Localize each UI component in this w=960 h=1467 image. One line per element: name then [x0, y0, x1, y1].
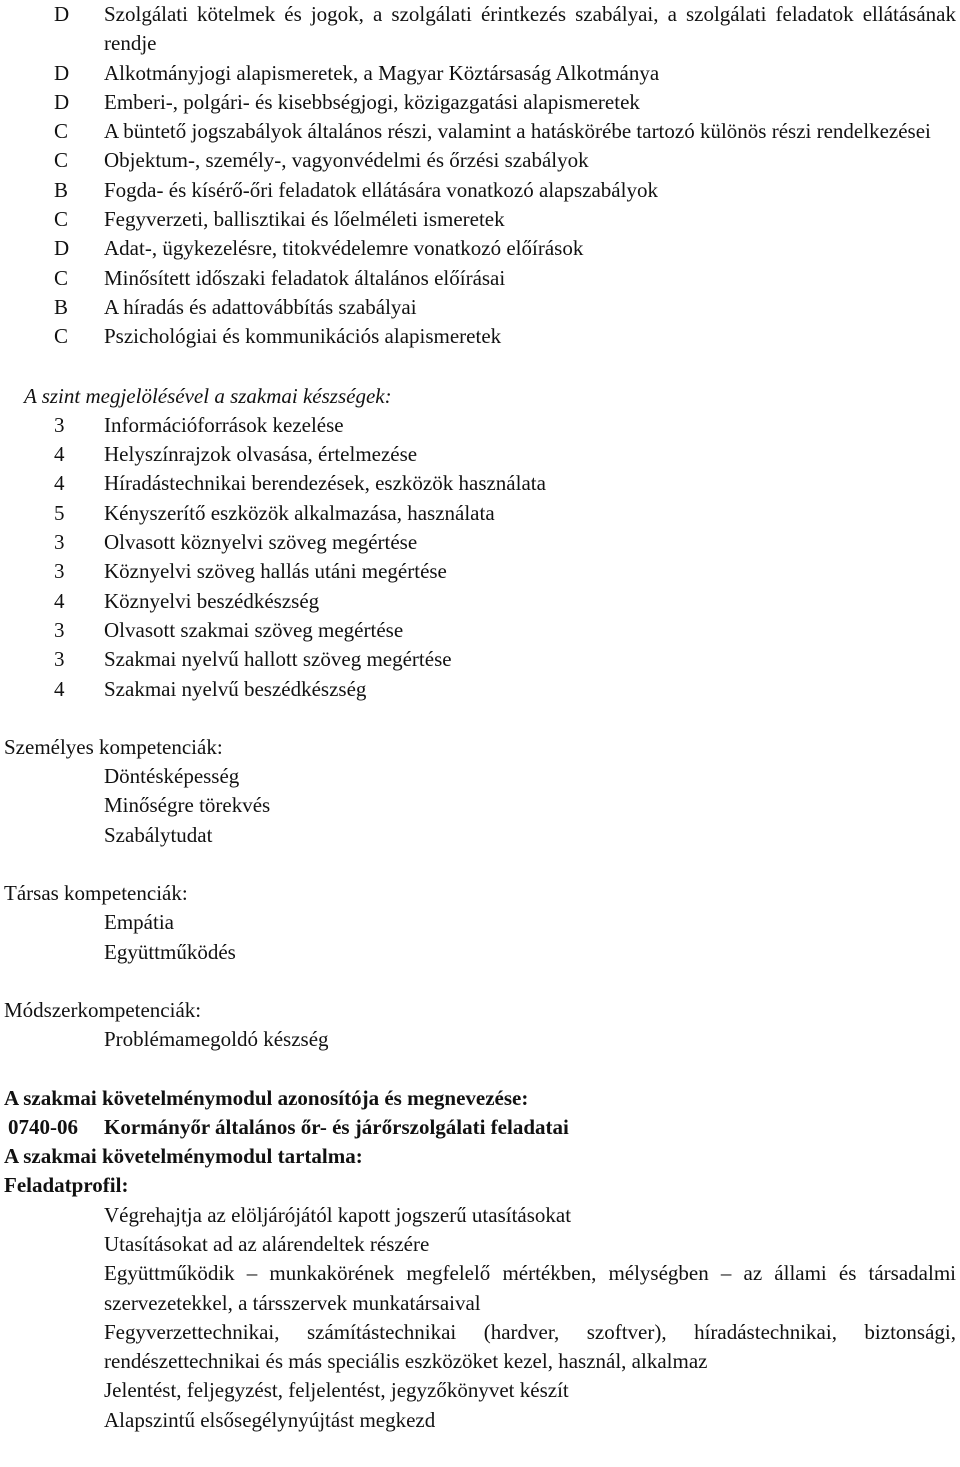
spacer [4, 352, 960, 382]
list-item [4, 264, 960, 293]
skill-level: 3 [54, 647, 65, 672]
list-item [4, 675, 960, 704]
list-item [4, 645, 960, 674]
skill-level: 3 [54, 412, 65, 437]
list-item: Végrehajtja az elöljárójától kapott jogszerű utasításokat [104, 1202, 572, 1227]
list-item: Utasításokat ad az alárendeltek részére [104, 1231, 430, 1256]
list-item [4, 322, 960, 351]
skill-text: Helyszínrajzok olvasása, értelmezése [104, 442, 418, 467]
list-item [4, 293, 960, 322]
knowledge-list [4, 0, 960, 352]
list-item [4, 117, 960, 146]
skill-level: 4 [54, 442, 65, 467]
knowledge-level-code: D [54, 2, 70, 26]
knowledge-item-text: Fegyverzeti, ballisztikai és lőelméleti ismeretek [104, 207, 505, 232]
list-item: Jelentést, feljegyzést, feljelentést, jegyzőkönyvet készít [104, 1378, 569, 1403]
module-code: 0740-06 [8, 1114, 78, 1139]
skills-list [4, 411, 960, 704]
list-item [4, 557, 960, 586]
list-item [4, 528, 960, 557]
knowledge-level-code: C [54, 207, 69, 232]
list-item: Szabálytudat [104, 822, 213, 847]
skill-text: Szakmai nyelvű beszédkészség [104, 676, 367, 701]
skill-level: 4 [54, 471, 65, 496]
list-item [4, 205, 960, 234]
skill-text: Információforrások kezelése [104, 412, 344, 437]
module-content-heading: A szakmai követelménymodul tartalma: [4, 1144, 363, 1169]
knowledge-level-code: D [54, 89, 70, 114]
knowledge-item-text: Emberi-, polgári- és kisebbségjogi, közigazgatási alapismeretek [104, 89, 640, 114]
list-item: Alapszintű elsősegélynyújtást megkezd [104, 1407, 436, 1432]
skill-text: Olvasott szakmai szöveg megértése [104, 617, 404, 642]
list-item: Fegyverzettechnikai, számítástechnikai (hardver, szoftver), híradástechnikai, biztonsági, rendészettechnikai és más speciális eszközöket kezel, használ, alkalmaz [104, 1319, 956, 1374]
knowledge-item-text: Objektum-, személy-, vagyonvédelmi és őrzési szabályok [104, 148, 589, 173]
knowledge-level-code: C [54, 265, 69, 290]
knowledge-level-code: B [54, 177, 69, 202]
module-id-heading: A szakmai követelménymodul azonosítója és megnevezése: [4, 1085, 529, 1110]
knowledge-item-text: Szolgálati kötelmek és jogok, a szolgálati érintkezés szabályai, a szolgálati feladatok ellátásának rendje [104, 2, 956, 56]
knowledge-item-text: Alkotmányjogi alapismeretek, a Magyar Köztársaság Alkotmánya [104, 60, 660, 85]
skill-text: Köznyelvi szöveg hallás utáni megértése [104, 559, 447, 584]
skill-level: 5 [54, 500, 65, 525]
knowledge-level-code: C [54, 119, 69, 144]
skill-level: 4 [54, 588, 65, 613]
skill-level: 3 [54, 530, 65, 555]
skill-level: 3 [54, 559, 65, 584]
skill-text: Híradástechnikai berendezések, eszközök használata [104, 471, 546, 496]
knowledge-level-code: B [54, 294, 69, 319]
spacer [4, 850, 960, 879]
list-item [4, 234, 960, 263]
list-item [4, 0, 960, 59]
social-competencies-heading: Társas kompetenciák: [4, 881, 188, 906]
list-item: Együttműködés [104, 939, 236, 964]
skill-text: Kényszerítő eszközök alkalmazása, használata [104, 500, 495, 525]
social-competencies [4, 879, 960, 967]
list-item [4, 469, 960, 498]
skill-text: Szakmai nyelvű hallott szöveg megértése [104, 647, 452, 672]
knowledge-item-text: Adat-, ügykezelésre, titokvédelemre vonatkozó előírások [104, 236, 584, 261]
module-section [4, 1084, 960, 1436]
list-item [4, 88, 960, 117]
list-item: Problémamegoldó készség [104, 1027, 329, 1052]
skills-heading: A szint megjelölésével a szakmai készségek: [24, 383, 392, 408]
method-competencies [4, 996, 960, 1055]
list-item: Együttműködik – munkakörének megfelelő mértékben, mélységben – az állami és társadalmi szervezetekkel, a társszervek munkatársaival [104, 1261, 956, 1315]
list-item [4, 176, 960, 205]
knowledge-item-text: A híradás és adattovábbítás szabályai [104, 294, 417, 319]
knowledge-item-text: Fogda- és kísérő-őri feladatok ellátására vonatkozó alapszabályok [104, 177, 658, 202]
spacer [4, 967, 960, 996]
personal-competencies-heading: Személyes kompetenciák: [4, 734, 223, 759]
list-item: Minőségre törekvés [104, 793, 271, 818]
method-competencies-heading: Módszerkompetenciák: [4, 997, 202, 1022]
list-item [4, 146, 960, 175]
skill-text: Köznyelvi beszédkészség [104, 588, 320, 613]
knowledge-item-text: Minősített időszaki feladatok általános előírásai [104, 265, 506, 290]
list-item: Empátia [104, 910, 174, 935]
list-item [4, 499, 960, 528]
list-item [4, 616, 960, 645]
personal-competencies [4, 733, 960, 850]
list-item: Döntésképesség [104, 764, 240, 789]
task-profile-heading: Feladatprofil: [4, 1173, 129, 1198]
list-item [4, 440, 960, 469]
knowledge-level-code: D [54, 236, 70, 261]
skill-text: Olvasott köznyelvi szöveg megértése [104, 530, 418, 555]
list-item [4, 59, 960, 88]
module-name: Kormányőr általános őr- és járőrszolgálati feladatai [104, 1114, 569, 1139]
knowledge-level-code: C [54, 324, 69, 349]
skill-level: 3 [54, 617, 65, 642]
knowledge-item-text: Pszichológiai és kommunikációs alapismeretek [104, 324, 502, 349]
spacer [4, 704, 960, 733]
knowledge-level-code: D [54, 60, 70, 85]
spacer [4, 1055, 960, 1084]
list-item [4, 587, 960, 616]
list-item [4, 411, 960, 440]
skill-level: 4 [54, 676, 65, 701]
knowledge-item-text: A büntető jogszabályok általános részi, valamint a hatáskörébe tartozó különös részi rendelkezései [104, 119, 931, 144]
knowledge-level-code: C [54, 148, 69, 173]
module-title [4, 1113, 960, 1142]
